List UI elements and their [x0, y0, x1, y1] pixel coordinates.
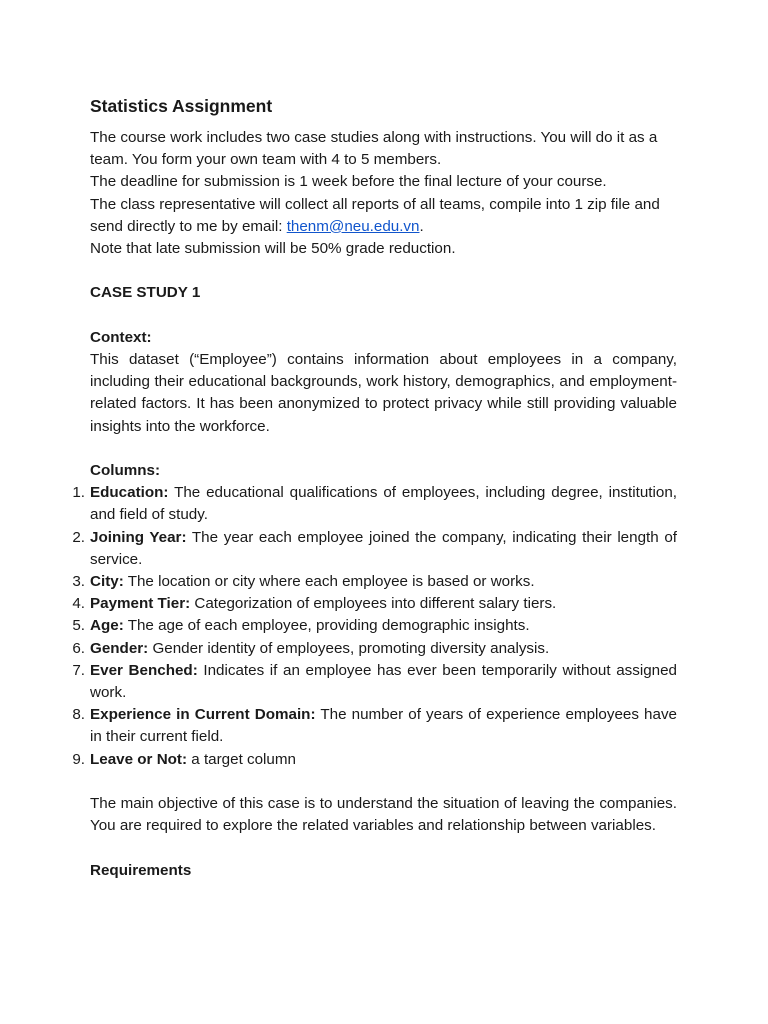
list-item-number: 4.: [72, 595, 85, 613]
spacer: [90, 260, 677, 282]
intro-paragraph-3: [90, 194, 677, 238]
list-item-term: Payment Tier:: [90, 595, 191, 613]
list-item: [72, 571, 677, 593]
list-item-term: Gender:: [90, 639, 149, 657]
list-item-number: 2.: [72, 528, 85, 546]
spacer: [90, 771, 677, 793]
list-item: [72, 660, 677, 704]
list-item-number: 7.: [72, 661, 85, 679]
requirements-heading: Requirements: [90, 861, 192, 879]
list-item-term: City:: [90, 573, 124, 591]
spacer: [90, 438, 677, 460]
list-item-number: 5.: [72, 617, 85, 635]
list-item-description: Indicates if an employee has ever been temporarily without assigned work.: [90, 661, 677, 702]
intro-paragraph-3-period: .: [419, 217, 424, 235]
list-item-description: The location or city where each employee is based or works.: [123, 573, 535, 591]
list-item-description: The year each employee joined the company, indicating their length of service.: [90, 528, 678, 568]
list-item-term: Joining Year:: [90, 528, 187, 546]
list-item-term: Education:: [90, 484, 169, 502]
list-item-number: 8.: [72, 706, 85, 724]
context-label: Context:: [90, 328, 152, 346]
list-item: [72, 615, 677, 637]
objective-paragraph: The main objective of this case is to understand the situation of leaving the companies. You are required to explore the related variables and relationship between variables.: [90, 795, 677, 835]
list-item-number: 1.: [72, 484, 85, 502]
list-item: [72, 638, 677, 660]
intro-paragraph-3-text: The class representative will collect all reports of all teams, compile into 1 zip file and send directly to me by email:: [90, 195, 660, 235]
list-item-term: Ever Benched:: [90, 661, 198, 679]
intro-paragraph-1: The course work includes two case studies along with instructions. You will do it as a team. You form your own team with 4 to 5 members.: [90, 129, 658, 169]
list-item-description: The age of each employee, providing demographic insights.: [123, 617, 530, 635]
list-item-term: Experience in Current Domain:: [90, 706, 316, 724]
document-body: [72, 95, 678, 882]
columns-list: [72, 482, 678, 771]
intro-paragraph-4: Note that late submission will be 50% grade reduction.: [90, 240, 456, 258]
spacer: [90, 305, 677, 327]
columns-label: Columns:: [90, 462, 161, 479]
spacer: [90, 837, 677, 859]
list-item-number: 9.: [72, 750, 85, 768]
document-title: Statistics Assignment: [90, 96, 273, 116]
list-item-description: Gender identity of employees, promoting diversity analysis.: [148, 639, 550, 657]
list-item-description: a target column: [187, 750, 296, 768]
list-item: [72, 527, 678, 571]
list-item-description: The educational qualifications of employees, including degree, institution, and field of study.: [90, 484, 677, 524]
list-item-description: Categorization of employees into different salary tiers.: [190, 595, 557, 613]
intro-paragraph-2: The deadline for submission is 1 week before the final lecture of your course.: [90, 173, 607, 191]
list-item-number: 3.: [72, 573, 85, 591]
list-item: [72, 482, 677, 526]
list-item-description: The number of years of experience employees have in their current field.: [90, 706, 677, 746]
list-item: [72, 593, 677, 615]
email-link[interactable]: thenm@neu.edu.vn: [286, 217, 420, 235]
list-item-term: Leave or Not:: [90, 750, 188, 768]
context-paragraph: This dataset (“Employee”) contains information about employees in a company, including their educational backgrounds, work history, demographics, and employment-related factors. It has been anonymized to protect privacy while still providing valuable insights into the workforce.: [90, 351, 677, 435]
list-item: [72, 704, 677, 748]
list-item-term: Age:: [90, 617, 124, 635]
case-study-heading: CASE STUDY 1: [90, 284, 201, 302]
list-item: [72, 749, 677, 771]
list-item-number: 6.: [72, 639, 85, 657]
